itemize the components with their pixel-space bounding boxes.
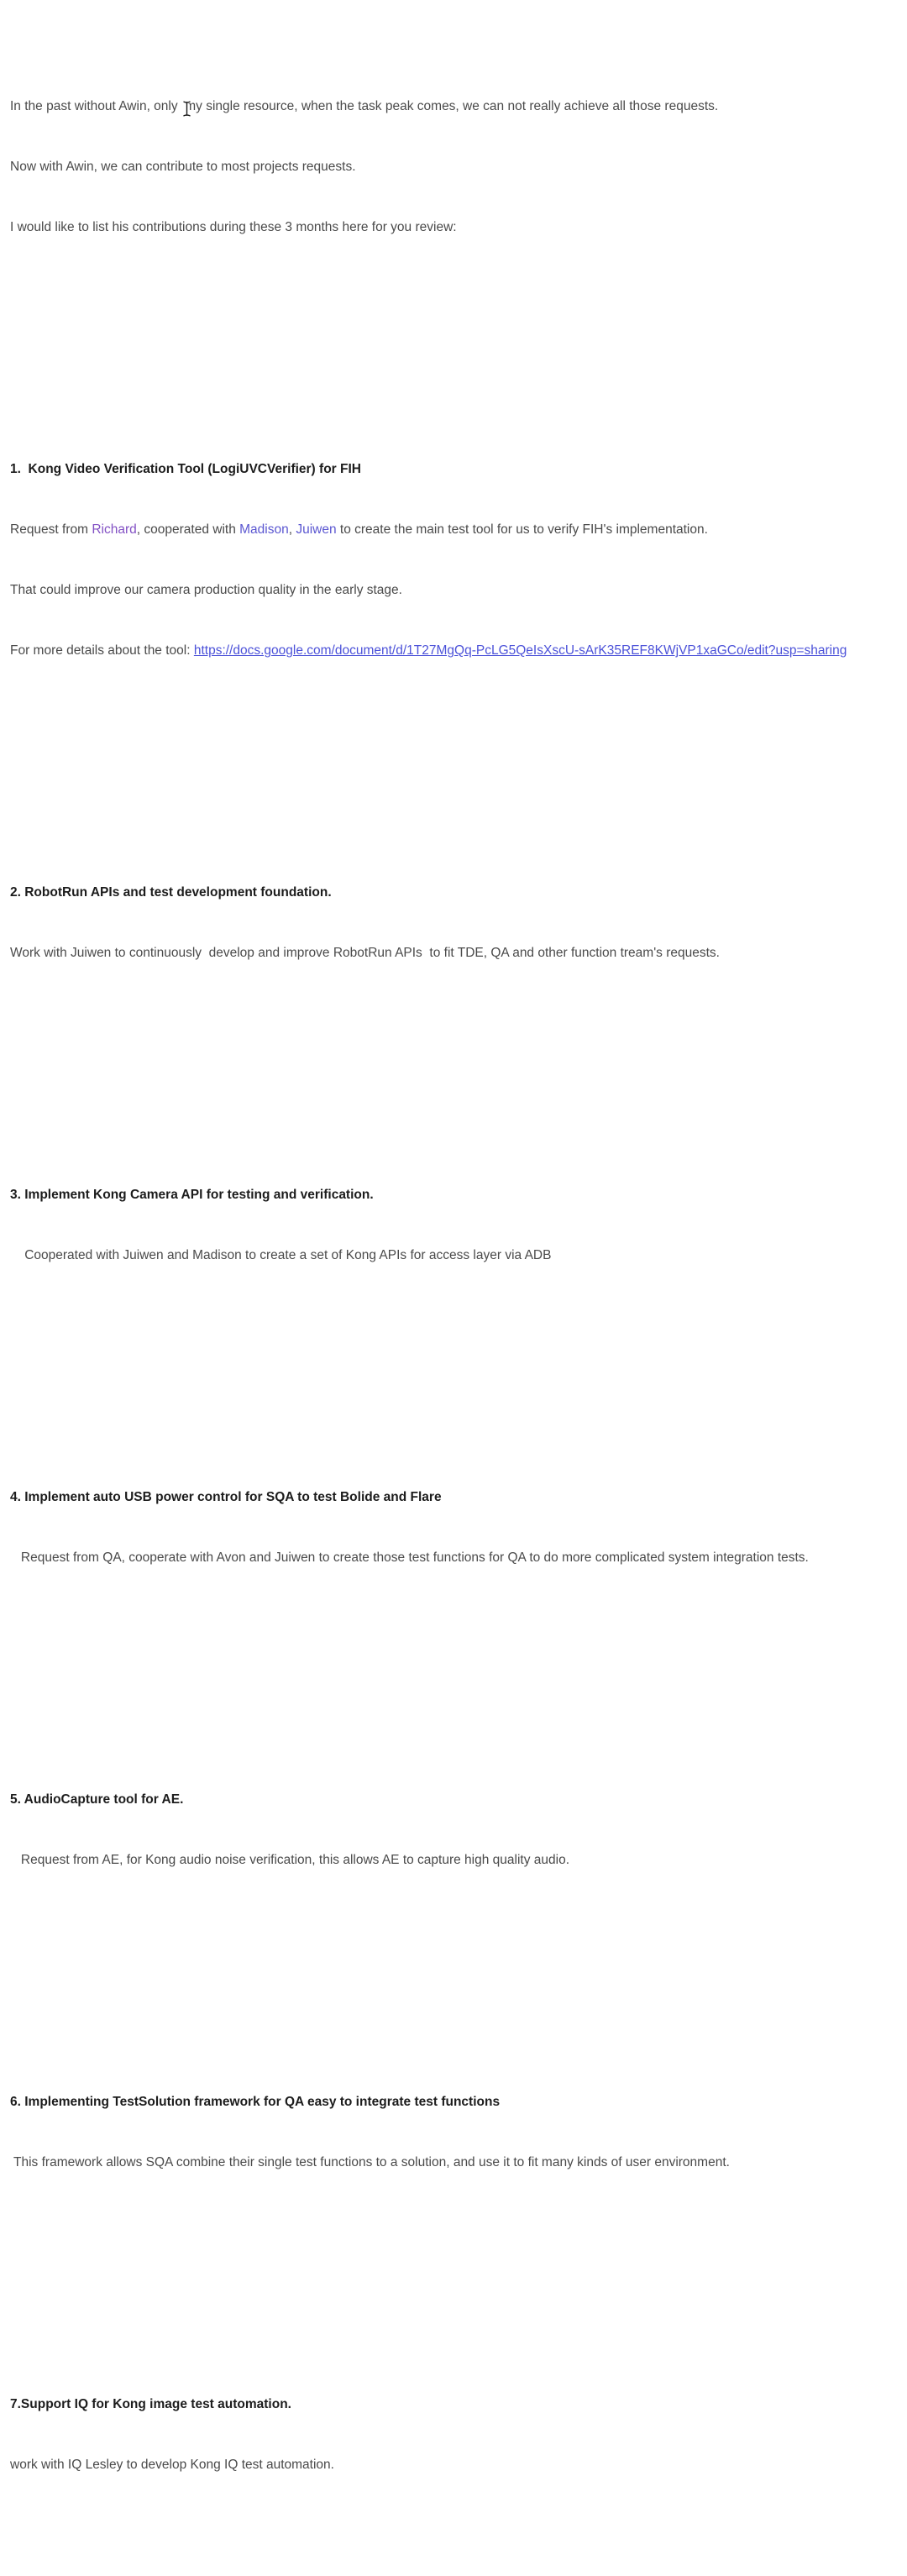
google-doc-link[interactable]: https://docs.google.com/document/d/1T27MgQq-PcLG5QeIsXscU-sArK35REF8KWjVP1xaGCo/edit?usp=sharing: [193, 643, 847, 658]
mention-juiwen[interactable]: Juiwen: [296, 522, 337, 537]
intro-paragraph: [10, 56, 900, 278]
section-3-heading: 3. Implement Kong Camera API for testing and verification.: [10, 1188, 374, 1202]
intro-line-3: I would like to list his contributions during these 3 months here for you review:: [10, 220, 457, 234]
section-2-body: Work with Juiwen to continuously develop and improve RobotRun APIs to fit TDE, QA and other function tream's requests.: [10, 946, 720, 960]
section-1: [10, 419, 900, 701]
section-5: [10, 1750, 900, 1911]
section-2-heading: 2. RobotRun APIs and test development foundation.: [10, 885, 332, 900]
mention-madison[interactable]: Madison: [239, 522, 289, 537]
blank-line: [10, 2274, 900, 2294]
section-5-body: Request from AE, for Kong audio noise verification, this allows AE to capture high quality audio.: [10, 1853, 570, 1867]
document-body[interactable]: [10, 0, 900, 2576]
link-prefix-text: For more details about the tool:: [10, 643, 194, 658]
blank-line: [10, 338, 900, 359]
request-prefix-text: Request from: [10, 522, 92, 537]
section-3-body: Cooperated with Juiwen and Madison to create a set of Kong APIs for access layer via ADB: [10, 1248, 552, 1262]
section-6: [10, 2052, 900, 2213]
blank-line: [10, 762, 900, 782]
section-1-heading: 1. Kong Video Verification Tool (LogiUVCVerifier) for FIH: [10, 462, 361, 476]
intro-line-1: In the past without Awin, only my single resource, when the task peak comes, we can not really achieve all those requests.: [10, 99, 719, 113]
between-text-1: , cooperated with: [136, 522, 240, 537]
section-7-heading: 7.Support IQ for Kong image test automation.: [10, 2397, 291, 2411]
section-7-body: work with IQ Lesley to develop Kong IQ test automation.: [10, 2458, 334, 2472]
section-4-body: Request from QA, cooperate with Avon and Juiwen to create those test functions for QA to do more complicated system integration tests.: [10, 1550, 809, 1565]
section-4: [10, 1447, 900, 1608]
request-suffix-text: to create the main test tool for us to verify FIH's implementation.: [336, 522, 708, 537]
section-3: [10, 1145, 900, 1306]
between-text-2: ,: [288, 522, 296, 537]
section-7: [10, 2354, 900, 2516]
section-6-heading: 6. Implementing TestSolution framework for QA easy to integrate test functions: [10, 2095, 501, 2109]
section-1-request-line: [10, 520, 900, 540]
mention-richard[interactable]: Richard: [92, 522, 137, 537]
section-5-heading: 5. AudioCapture tool for AE.: [10, 1792, 184, 1807]
intro-line-2: Now with Awin, we can contribute to most projects requests.: [10, 160, 356, 174]
section-6-body: This framework allows SQA combine their single test functions to a solution, and use it to fit many kinds of user environment.: [10, 2155, 730, 2169]
section-1-line-2: That could improve our camera production quality in the early stage.: [10, 583, 402, 597]
section-2: [10, 842, 900, 1004]
section-4-heading: 4. Implement auto USB power control for SQA to test Bolide and Flare: [10, 1490, 442, 1504]
blank-line: [10, 1064, 900, 1084]
section-1-link-line: [10, 641, 900, 661]
blank-line: [10, 1669, 900, 1689]
blank-line: [10, 1971, 900, 1991]
blank-line: [10, 1367, 900, 1387]
